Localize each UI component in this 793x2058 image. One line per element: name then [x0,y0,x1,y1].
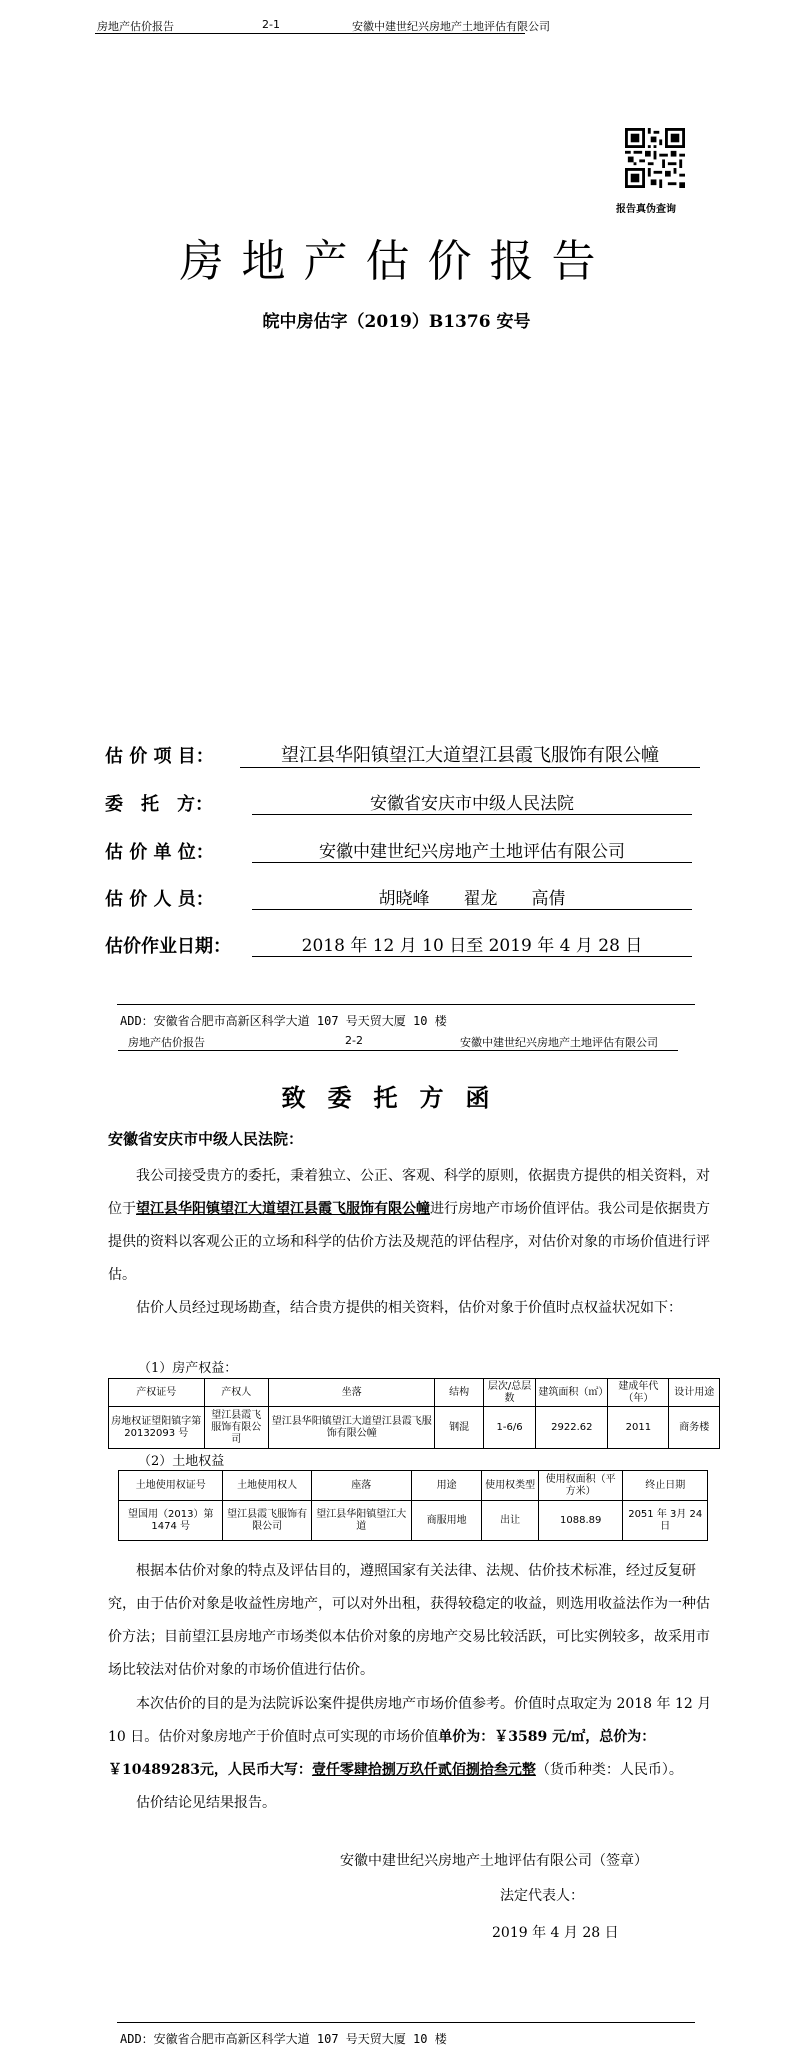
table-header: 土地使用权人 [223,1471,311,1501]
table-cell: 1088.89 [538,1501,623,1541]
signature-legal-rep: 法定代表人： [500,1888,584,1904]
header-rule-page2 [118,1050,678,1051]
table-cell: 望江县霞飞服饰有限公司 [204,1407,268,1449]
table-header: 建筑面积（㎡） [536,1379,608,1407]
table-header: 产权证号 [109,1379,205,1407]
table-header: 座落 [311,1471,411,1501]
table-header: 使用权类型 [482,1471,539,1501]
header-right-page2: 安徽中建世纪兴房地产土地评估有限公司 [460,1036,658,1049]
header-page-number: 2-1 [262,18,280,31]
table-cell: 商务楼 [669,1407,720,1449]
header-left: 房地产估价报告 [97,20,174,33]
footer-address-page2: ADD：安徽省合肥市高新区科学大道 107 号天贸大厦 10 楼 [120,2032,447,2046]
table-cell: 钢混 [435,1407,483,1449]
report-title: 房地产估价报告 [179,236,614,287]
table-header: 设计用途 [669,1379,720,1407]
table-cell: 2011 [608,1407,669,1449]
table-header: 用途 [411,1471,481,1501]
paragraph-inspection: 估价人员经过现场勘查，结合贵方提供的相关资料，估价对象于价值时点权益状况如下： [136,1300,682,1316]
paragraph-conclusion: 估价结论见结果报告。 [136,1795,276,1811]
field-label-project: 估 价 项 目： [105,746,214,767]
header-right: 安徽中建世纪兴房地产土地评估有限公司 [352,20,550,33]
field-value-client: 安徽省安庆市中级人民法院 [252,789,692,815]
table-cell: 出让 [482,1501,539,1541]
qr-caption: 报告真伪查询 [616,204,676,215]
table-header: 使用权面积（平方米） [538,1471,623,1501]
table-header: 土地使用权证号 [119,1471,223,1501]
table-cell: 2051 年 3月 24 日 [623,1501,708,1541]
footer-rule-page2 [117,2022,695,2023]
field-label-appraisers: 估 价 人 员： [105,889,214,910]
paragraph-commission: 我公司接受贵方的委托，秉着独立、公正、客观、科学的原则，依据贵方提供的相关资料，对位于望江县华阳镇望江大道望江县霞飞服饰有限公幢进行房地产市场价值评估。我公司是依据贵方提供的资料以客观公正的立场和科学的估价方法及规范的评估程序，对估价对象的市场价值进行评估。 [108,1168,710,1283]
table-header: 坐落 [268,1379,434,1407]
table-row [109,1407,720,1449]
paragraph-methodology: 根据本估价对象的特点及评估目的，遵照国家有关法律、法规、估价技术标准，经过反复研究，由于估价对象是收益性房地产，可以对外出租，获得较稳定的收益，则选用收益法作为一种估价方法；目前望江县房地产市场类似本估价对象的房地产交易比较活跃，可比实例较多，故采用市场比较法对估价对象的市场价值进行估价。 [108,1563,710,1678]
field-label-client: 委 托 方： [105,794,213,815]
subheading-land-rights: （2）土地权益 [138,1454,225,1469]
signature-company: 安徽中建世纪兴房地产土地评估有限公司（签章） [340,1853,648,1869]
field-label-appraiser-firm: 估 价 单 位： [105,842,214,863]
table-header: 建成年代（年） [608,1379,669,1407]
table-cell: 望江县霞飞服饰有限公司 [223,1501,311,1541]
table-header: 结构 [435,1379,483,1407]
subject-property-name: 望江县华阳镇望江大道望江县霞飞服饰有限公幢 [136,1201,430,1217]
table-cell: 2922.62 [536,1407,608,1449]
table-row [119,1501,708,1541]
subheading-property-rights: （1）房产权益： [138,1361,238,1376]
header-left-page2: 房地产估价报告 [128,1036,205,1049]
header-rule [95,33,525,34]
price-in-words: 壹仟零肆拾捌万玖仟贰佰捌拾叁元整 [311,1762,536,1778]
property-rights-table [108,1378,720,1449]
table-cell: 商服用地 [411,1501,481,1541]
table-header: 产权人 [204,1379,268,1407]
addressee: 安徽省安庆市中级人民法院： [108,1130,304,1148]
table-cell: 望国用（2013）第 1474 号 [119,1501,223,1541]
field-label-work-period: 估价作业日期： [105,936,231,957]
field-value-appraisers: 胡晓峰 翟龙 高倩 [252,884,692,910]
field-value-appraiser-firm: 安徽中建世纪兴房地产土地评估有限公司 [252,837,692,863]
signature-date: 2019 年 4 月 28 日 [492,1925,619,1941]
letter-title: 致委托方函 [281,1083,512,1112]
document-number: 皖中房估字（2019）B1376 安号 [262,312,531,332]
table-header: 终止日期 [623,1471,708,1501]
footer-address: ADD：安徽省合肥市高新区科学大道 107 号天贸大厦 10 楼 [120,1014,447,1028]
qr-code-icon[interactable] [625,128,685,188]
field-value-work-period: 2018 年 12 月 10 日至 2019 年 4 月 28 日 [252,931,692,957]
table-cell: 房地权证望阳镇字第 20132093 号 [109,1407,205,1449]
field-value-project: 望江县华阳镇望江大道望江县霞飞服饰有限公幢 [240,741,700,768]
table-cell: 望江县华阳镇望江大道望江县霞飞服饰有限公幢 [268,1407,434,1449]
footer-rule [117,1004,695,1005]
header-page-number-page2: 2-2 [345,1034,363,1047]
paragraph-valuation-result: 本次估价的目的是为法院诉讼案件提供房地产市场价值参考。价值时点取定为 2018 年 12 月 10 日。估价对象房地产于价值时点可实现的市场价值单价为：￥3589 元/㎡，总价为：￥10489283元，人民币大写：壹仟零肆拾捌万玖仟贰佰捌拾叁元整（货币种类：人民币）。 [108,1696,712,1778]
table-cell: 1-6/6 [483,1407,536,1449]
land-rights-table [118,1470,708,1541]
table-cell: 望江县华阳镇望江大道 [311,1501,411,1541]
unit-and-total-price: 单价为：￥3589 元/㎡，总价为：￥10489283元，人民币大写： [108,1729,656,1778]
table-header: 层次/总层数 [483,1379,536,1407]
